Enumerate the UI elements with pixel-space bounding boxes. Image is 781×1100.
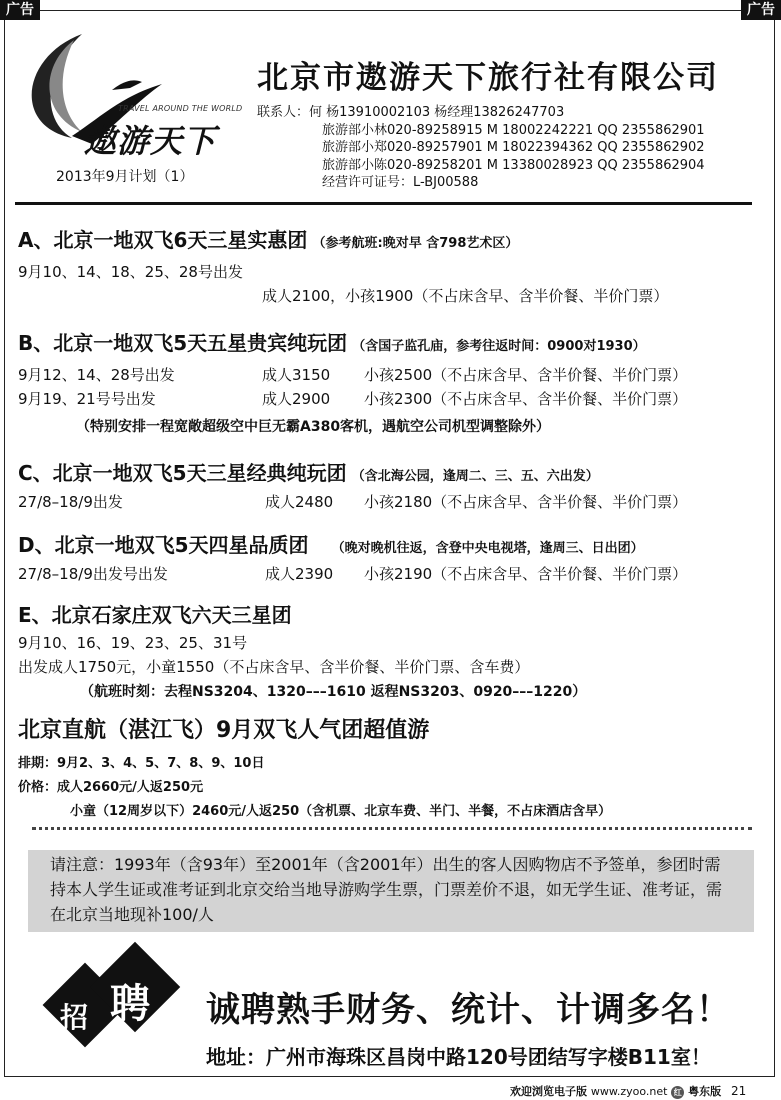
hiring-headline: 诚聘熟手财务、统计、计调多名！ [206,990,731,1030]
footer-welcome: 欢迎浏览电子版 [510,1085,587,1098]
adult-price: 成人2480 [265,493,334,511]
tour-note: （晚对晚机往返，含登中央电视塔，逢周三、日出团） [331,541,644,556]
tour-note: （含北海公园，逢周二、三、五、六出发） [351,469,599,484]
page-number: 21 [730,1084,747,1098]
contact-line: 旅游部小林020-89258915 M 18002242221 QQ 2355862901 [322,122,705,138]
notice-text: 请注意：1993年（含93年）至2001年（含2001年）出生的客人因购物店不予签单，参团时需持本人学生证或准考证到北京交给当地导游购学生票，门票差价不退，如无学生证、准考证，需在北京当地现补100/人 [50,855,723,924]
hiring-char: 聘 [110,981,150,1027]
ad-label-right: 广告 [741,0,781,20]
tour-dates: 9月12、14、28号出发 [18,366,175,384]
contact-line: 旅游部小郑020-89257901 M 18022394362 QQ 2355862902 [322,140,705,155]
child-price: 小孩2500（不占床含早、含半价餐、半价门票） [364,366,688,384]
tour-c-heading [18,457,599,486]
contact-block [257,104,705,192]
tour-a-heading [18,224,518,253]
header-divider [15,202,752,205]
tour-d-heading [18,529,644,558]
tour-dates: 9月10、16、19、23、25、31号 [18,634,248,652]
contact-line: 旅游部小陈020-89258201 M 13380028923 QQ 2355862904 [322,157,705,173]
company-name: 北京市遨游天下旅行社有限公司 [257,60,719,96]
tour-dates: 9月10、14、18、25、28号出发 [18,263,243,281]
adult-price: 成人2390 [265,565,334,583]
child-price: 小孩2190（不占床含早、含半价餐、半价门票） [364,565,688,583]
tour-dates: 9月19、21号号出发 [18,390,156,408]
tour-e-title: E、北京石家庄双飞六天三星团 [18,603,292,627]
child-price: 小孩2180（不占床含早、含半价餐、半价门票） [364,493,688,511]
tour-price: 成人2100，小孩1900（不占床含早、含半价餐、半价门票） [262,287,669,305]
hiring-char: 招 [60,1001,89,1034]
adult-price: 成人3150 [262,366,331,384]
zhanjiang-child-price: 小童（12周岁以下）2460元/人返250（含机票、北京车费、半门、半餐，不占床酒店含早） [70,804,612,819]
zhanjiang-title: 北京直航（湛江飞）9月双飞人气团超值游 [18,718,430,743]
adult-price: 成人2900 [262,390,331,408]
footer-url[interactable]: www.zyoo.net [590,1085,668,1098]
footer-edition: 粤东版 [688,1085,722,1098]
logo-subtitle: TRAVEL AROUND THE WORLD [118,104,243,113]
dotted-divider [32,827,752,830]
plan-title: 2013年9月计划（1） [56,169,194,185]
tour-title: B、北京一地双飞5天五星贵宾纯玩团 [18,331,348,355]
tour-price: 出发成人1750元，小童1550（不占床含早、含半价餐、半价门票、含车费） [18,658,530,676]
tour-title: C、北京一地双飞5天三星经典纯玩团 [18,461,347,485]
zhanjiang-schedule: 排期：9月2、3、4、5、7、8、9、10日 [18,756,265,771]
tour-note: （含国子监孔庙，参考往返时间：0900对1930） [352,339,646,354]
zhanjiang-adult-price: 价格：成人2660元/人返250元 [18,780,204,795]
tour-title: D、北京一地双飞5天四星品质团 [18,533,309,557]
child-price: 小孩2300（不占床含早、含半价餐、半价门票） [364,390,688,408]
special-note: （特别安排一程宽敞超级空中巨无霸A380客机，遇航空公司机型调整除外） [76,419,551,435]
hiring-address: 地址：广州市海珠区昌岗中路120号团结写字楼B11室！ [206,1045,711,1069]
tour-title: A、北京一地双飞6天三星实惠团 [18,228,308,252]
tour-dates: 27/8–18/9出发 [18,493,123,511]
tour-b-heading [18,327,646,356]
page-footer [510,1083,746,1099]
ad-label-left: 广告 [0,0,40,20]
license-line: 经营许可证号：L-BJ00588 [322,175,479,190]
tour-note: （参考航班:晚对早 含798艺术区） [312,236,519,251]
logo-name: 遨游天下 [84,122,217,160]
red-badge-icon: 红 [671,1086,684,1099]
flight-schedule: （航班时刻：去程NS3204、1320–––1610 返程NS3203、0920–––1220） [80,684,587,700]
contact-line: 联系人：何 杨13910002103 杨经理13826247703 [257,105,565,120]
tour-dates: 27/8–18/9出发号出发 [18,565,168,583]
